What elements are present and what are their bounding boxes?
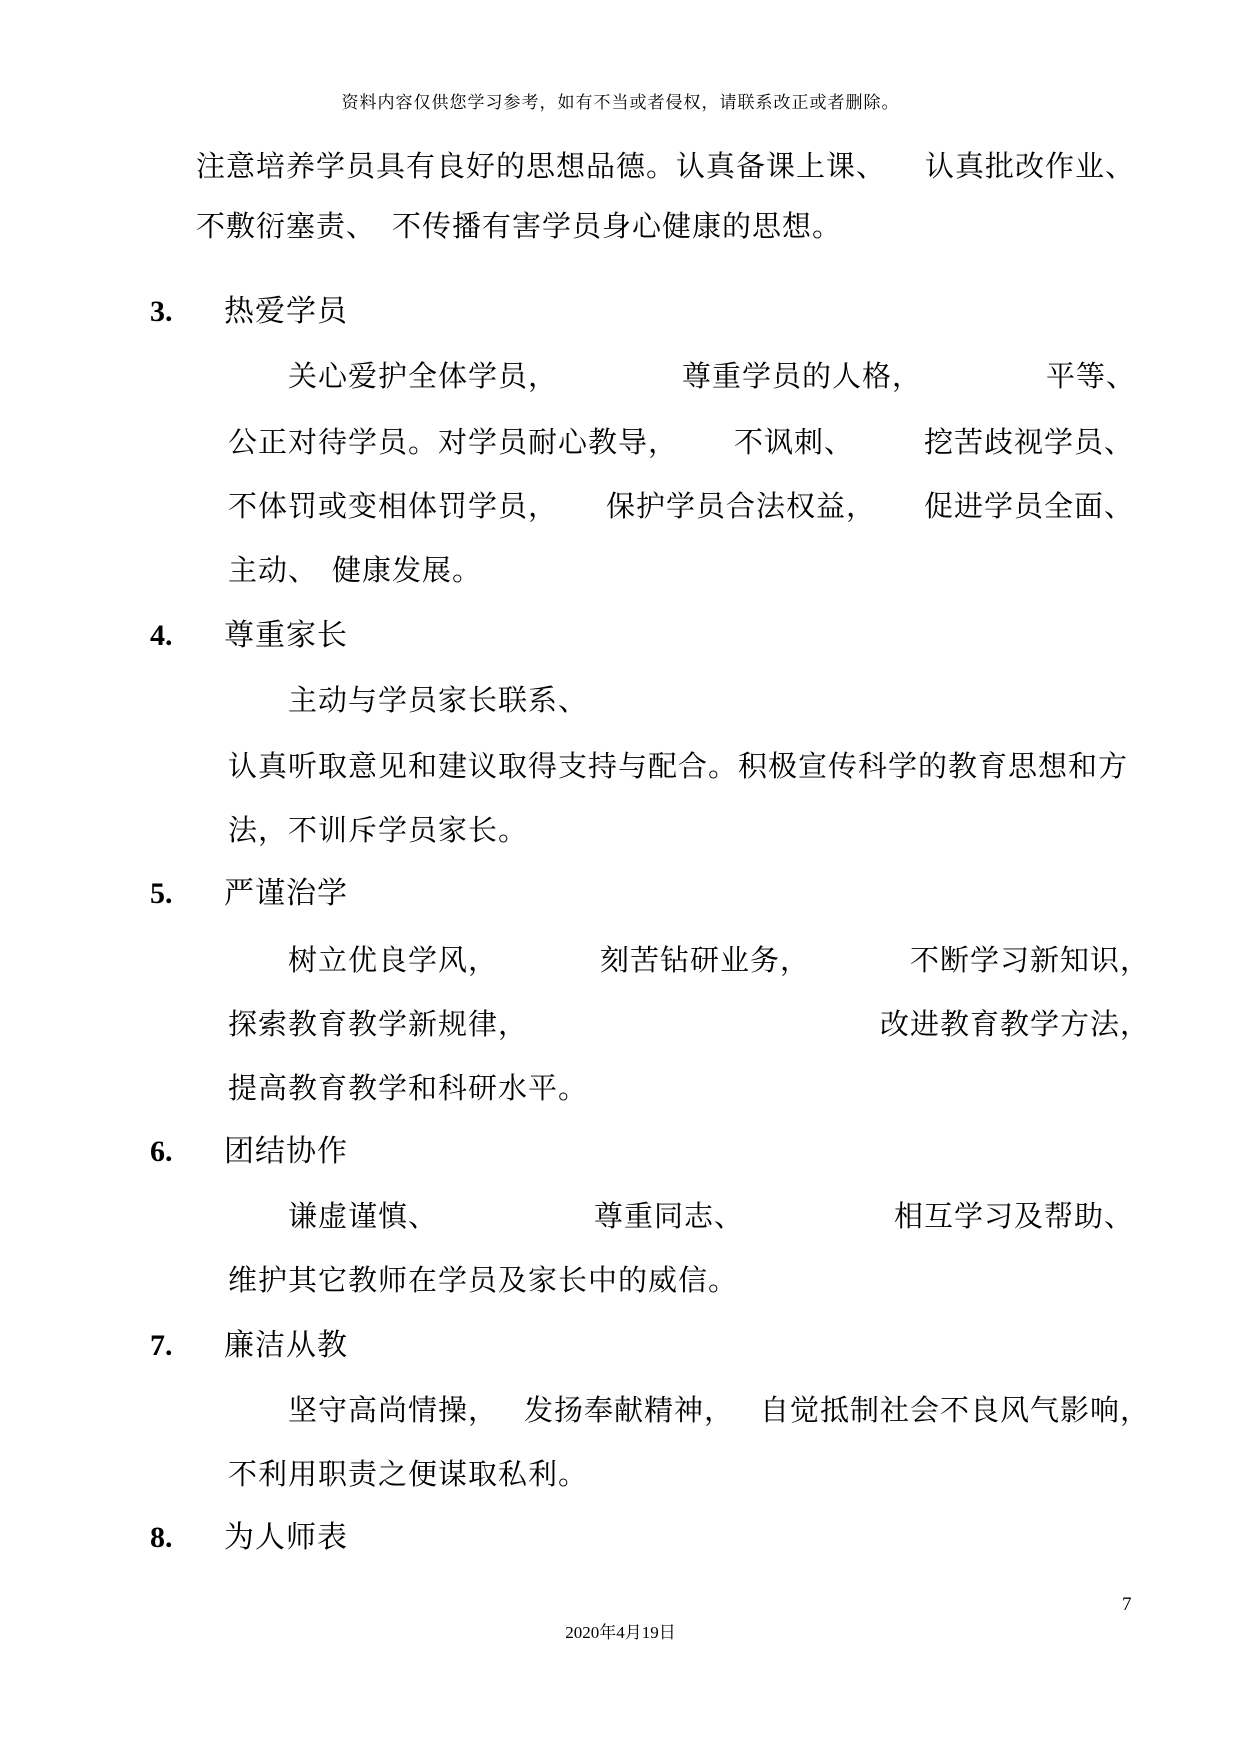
text-line: 相互学习及帮助、 [894,1199,1135,1233]
footer-date: 2020年4月19日 [565,1623,676,1642]
section-title: 尊重家长 [224,618,348,653]
section-title: 严谨治学 [224,876,348,911]
section-number: 7. [150,1329,173,1362]
text-line: 保护学员合法权益， [606,489,877,523]
section-number: 5. [150,877,173,910]
text-line: 尊重同志、 [594,1199,745,1233]
section-title: 热爱学员 [224,294,348,329]
text-line: 认真批改作业、 [925,149,1136,183]
text-line: 不断学习新知识， [910,943,1151,977]
text-line: 注意培养学员具有良好的思想品德。认真备课上课、 [196,149,887,183]
section-title: 廉洁从教 [224,1328,348,1363]
section-number: 6. [150,1135,173,1168]
text-line: 自觉抵制社会不良风气影响， [760,1393,1151,1427]
header-notice: 资料内容仅供您学习参考，如有不当或者侵权，请联系改正或者删除。 [341,93,900,113]
text-line: 探索教育教学新规律， [228,1007,529,1041]
text-line: 健康发展。 [332,553,483,587]
text-line: 挖苦歧视学员、 [924,425,1135,459]
text-line: 不利用职责之便谋取私利。 [228,1457,589,1491]
text-line: 主动、 [228,553,319,587]
text-line: 改进教育教学方法， [880,1007,1151,1041]
section-title: 为人师表 [224,1520,348,1555]
section-number: 4. [150,619,173,652]
text-line: 关心爱护全体学员， [288,359,559,393]
text-line: 坚守高尚情操， [288,1393,499,1427]
text-line: 主动与学员家长联系、 [288,683,589,717]
text-line: 不敷衍塞责、 [196,209,377,243]
text-line: 刻苦钻研业务， [600,943,811,977]
section-number: 8. [150,1521,173,1554]
section-title: 团结协作 [224,1134,348,1169]
text-line: 维护其它教师在学员及家长中的威信。 [228,1263,739,1297]
text-line: 尊重学员的人格， [682,359,923,393]
text-line: 不传播有害学员身心健康的思想。 [392,209,843,243]
text-line: 提高教育教学和科研水平。 [228,1071,589,1105]
text-line: 谦虚谨慎、 [288,1199,439,1233]
page-number: 7 [1122,1594,1132,1615]
text-line: 平等、 [1046,359,1137,393]
text-line: 公正对待学员。对学员耐心教导， [228,425,679,459]
text-line: 发扬奉献精神， [524,1393,735,1427]
text-line: 法，不训斥学员家长。 [228,813,529,847]
text-line: 促进学员全面、 [924,489,1135,523]
text-line: 认真听取意见和建议取得支持与配合。积极宣传科学的教育思想和方 [228,749,1129,783]
text-line: 树立优良学风， [288,943,499,977]
section-number: 3. [150,295,173,328]
text-line: 不讽刺、 [734,425,855,459]
text-line: 不体罚或变相体罚学员， [228,489,559,523]
